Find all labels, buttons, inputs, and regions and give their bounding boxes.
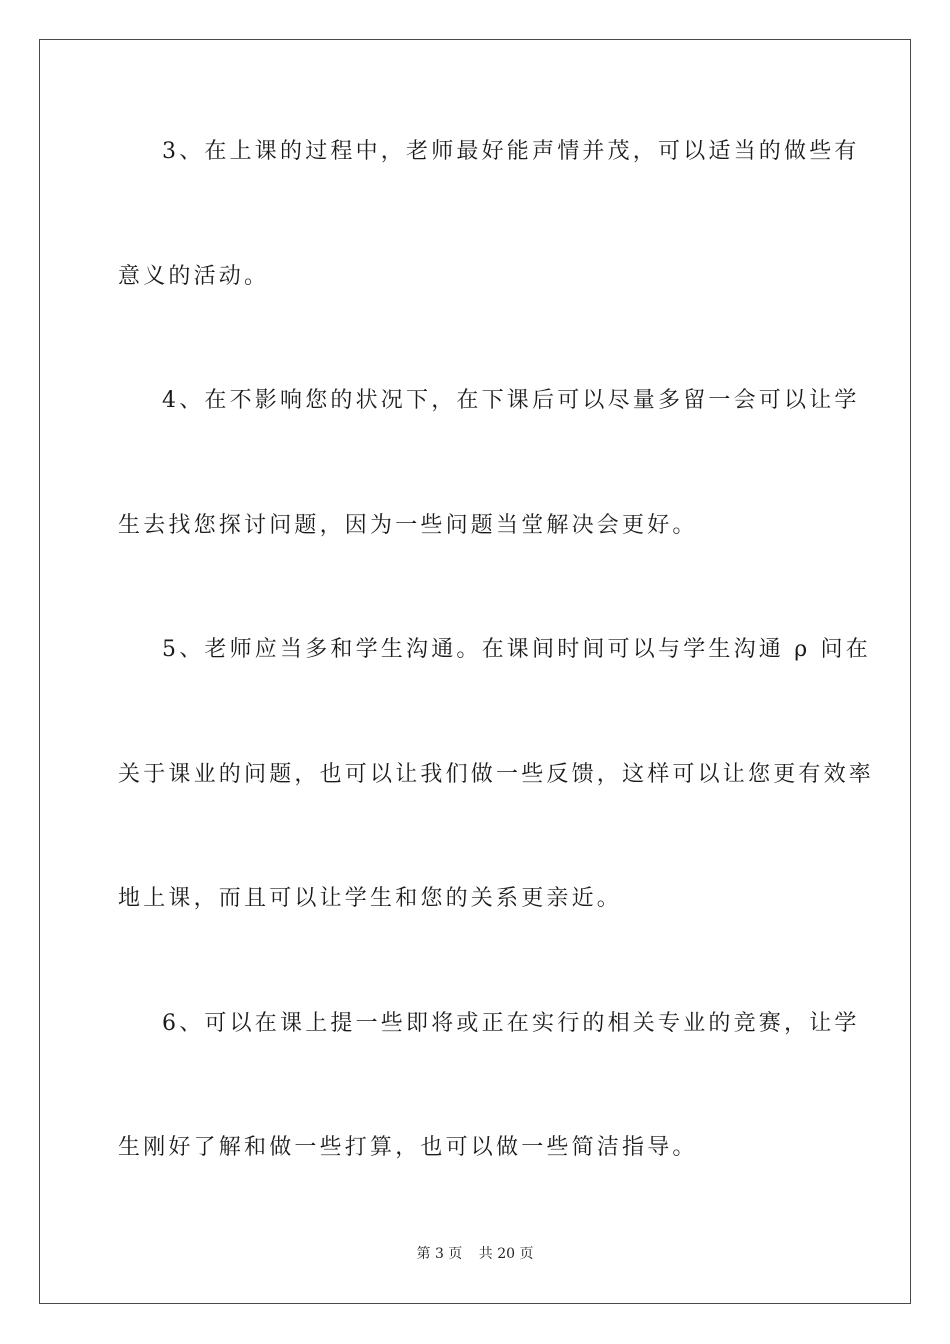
paragraph-3-line-1: 3、在上课的过程中，老师最好能声情并茂，可以适当的做些有 [162,139,860,164]
paragraph-3-line-2: 意义的活动。 [118,264,270,289]
page-border [39,39,911,1304]
paragraph-6-line-2: 生刚好了解和做一些打算，也可以做一些简洁指导。 [118,1135,698,1160]
paragraph-4-line-1: 4、在不影响您的状况下，在下课后可以尽量多留一会可以让学 [162,388,860,413]
paragraph-5-line-3: 地上课，而且可以让学生和您的关系更亲近。 [118,886,623,911]
page-number: 第 3 页 [416,1246,463,1262]
paragraph-5-line-1: 5、老师应当多和学生沟通。在课间时间可以与学生沟通 ρ 问在 [162,637,871,662]
paragraph-5-line-2: 关于课业的问题，也可以让我们做一些反馈，这样可以让您更有效率 [118,762,875,787]
paragraph-4-line-2: 生去找您探讨问题，因为一些问题当堂解决会更好。 [118,513,698,538]
page-footer [0,1245,950,1263]
paragraph-6-line-1: 6、可以在课上提一些即将或正在实行的相关专业的竞赛，让学 [162,1011,860,1036]
total-pages: 共 20 页 [478,1246,534,1262]
